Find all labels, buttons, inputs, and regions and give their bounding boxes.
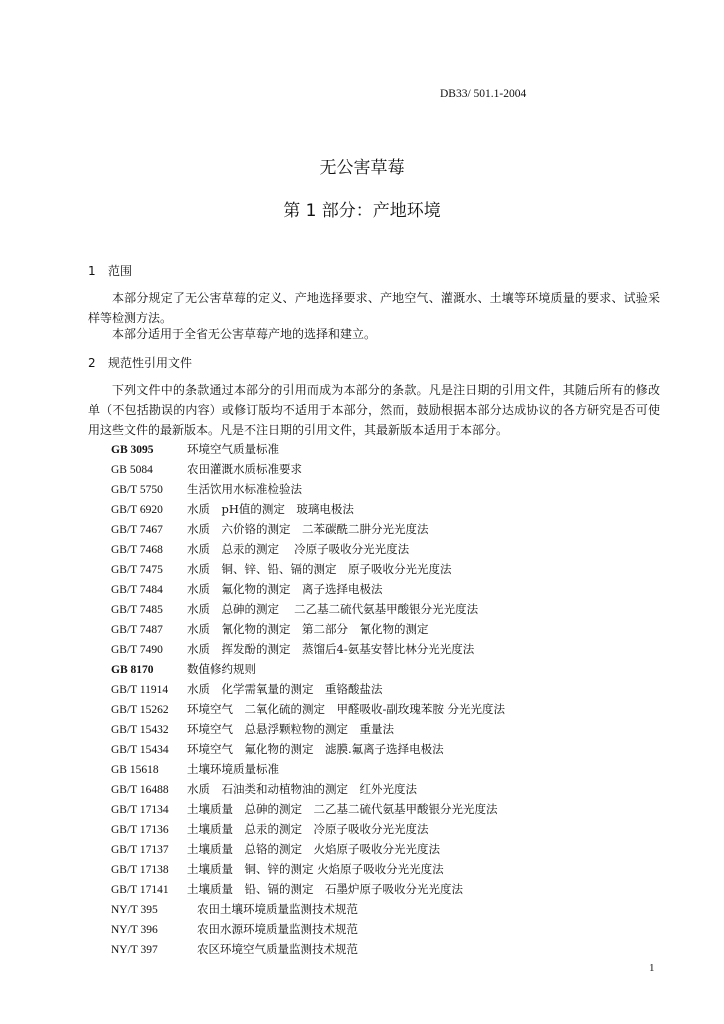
reference-code: GB/T 11914 <box>111 684 169 696</box>
reference-title: 水质 pH值的测定 玻璃电极法 <box>187 502 354 516</box>
reference-title: 水质 氟化物的测定 离子选择电极法 <box>187 582 383 596</box>
reference-title: 环境空气质量标准 <box>187 442 279 456</box>
reference-code: NY/T 397 <box>111 944 158 956</box>
section-number: 1 <box>88 264 96 278</box>
reference-title: 农田土壤环境质量监测技术规范 <box>197 902 358 916</box>
reference-code: GB/T 16488 <box>111 784 169 796</box>
reference-title: 农田水源环境质量监测技术规范 <box>197 922 358 936</box>
reference-item <box>111 839 440 859</box>
reference-title: 土壤质量 铜、锌的测定 火焰原子吸收分光光度法 <box>187 862 444 876</box>
reference-code: GB/T 15432 <box>111 724 169 736</box>
reference-item <box>111 699 505 719</box>
reference-code: GB/T 7475 <box>111 564 163 576</box>
reference-title: 水质 铜、锌、铅、镉的测定 原子吸收分光光度法 <box>187 562 452 576</box>
reference-item <box>111 619 429 639</box>
reference-code: GB/T 6920 <box>111 504 163 516</box>
scope-applicability-paragraph: 本部分适用于全省无公害草莓产地的选择和建立。 <box>112 327 377 341</box>
reference-item <box>111 799 498 819</box>
document-title: 无公害草莓 <box>319 158 405 178</box>
reference-item <box>111 639 474 659</box>
reference-title: 水质 氰化物的测定 第二部分 氰化物的测定 <box>187 622 429 636</box>
section-number: 2 <box>88 356 96 370</box>
reference-item <box>111 599 478 619</box>
document-code: DB33/ 501.1-2004 <box>440 88 527 100</box>
reference-item <box>111 539 409 559</box>
reference-item <box>111 819 429 839</box>
reference-code: GB/T 17138 <box>111 864 169 876</box>
reference-item <box>111 719 394 739</box>
reference-item <box>111 559 452 579</box>
reference-title: 环境空气 氟化物的测定 滤膜.氟离子选择电极法 <box>187 742 444 756</box>
reference-code: NY/T 395 <box>111 904 158 916</box>
reference-code: GB/T 17134 <box>111 804 169 816</box>
section-heading-scope <box>88 262 132 279</box>
reference-item <box>111 919 358 939</box>
reference-item <box>111 479 302 499</box>
reference-title: 水质 总汞的测定 冷原子吸收分光光度法 <box>187 542 410 556</box>
reference-code: GB/T 7468 <box>111 544 163 556</box>
reference-code: GB/T 15434 <box>111 744 169 756</box>
reference-item <box>111 439 279 459</box>
reference-title: 农区环境空气质量监测技术规范 <box>197 942 358 956</box>
reference-item <box>111 939 358 959</box>
reference-item <box>111 519 429 539</box>
scope-paragraph: 本部分规定了无公害草莓的定义、产地选择要求、产地空气、灌溉水、土壤等环境质量的要求、试验采样等检测方法。 <box>88 291 660 325</box>
section-title: 范围 <box>108 264 133 278</box>
reference-title: 水质 化学需氧量的测定 重铬酸盐法 <box>187 682 383 696</box>
reference-code: GB 15618 <box>111 764 159 776</box>
reference-title: 土壤环境质量标准 <box>187 762 279 776</box>
reference-item <box>111 659 256 679</box>
reference-title: 农田灌溉水质标准要求 <box>187 462 302 476</box>
reference-code: GB/T 7485 <box>111 604 163 616</box>
reference-code: GB/T 17141 <box>111 884 169 896</box>
reference-item <box>111 759 279 779</box>
reference-item <box>111 499 354 519</box>
reference-code: GB/T 7484 <box>111 584 163 596</box>
reference-title: 水质 总砷的测定 二乙基二硫代氨基甲酸银分光光度法 <box>187 602 479 616</box>
reference-item <box>111 459 302 479</box>
reference-code: GB 5084 <box>111 464 153 476</box>
document-subtitle: 第 1 部分：产地环境 <box>283 201 441 221</box>
reference-code: GB 3095 <box>111 444 154 456</box>
reference-item <box>111 679 383 699</box>
reference-title: 土壤质量 铅、镉的测定 石墨炉原子吸收分光光度法 <box>187 882 463 896</box>
reference-code: GB/T 7467 <box>111 524 163 536</box>
reference-code: GB/T 7487 <box>111 624 163 636</box>
reference-title: 水质 石油类和动植物油的测定 红外光度法 <box>187 782 417 796</box>
reference-item <box>111 779 417 799</box>
reference-code: GB/T 17137 <box>111 844 169 856</box>
page-number: 1 <box>649 962 655 974</box>
reference-title: 水质 挥发酚的测定 蒸馏后4-氨基安替比林分光光度法 <box>187 642 475 656</box>
reference-title: 土壤质量 总汞的测定 冷原子吸收分光光度法 <box>187 822 429 836</box>
reference-item <box>111 859 444 879</box>
reference-code: NY/T 396 <box>111 924 158 936</box>
reference-title: 土壤质量 总砷的测定 二乙基二硫代氨基甲酸银分光光度法 <box>187 802 498 816</box>
reference-code: GB 8170 <box>111 664 154 676</box>
reference-title: 水质 六价铬的测定 二苯碳酰二肼分光光度法 <box>187 522 429 536</box>
reference-title: 土壤质量 总铬的测定 火焰原子吸收分光光度法 <box>187 842 440 856</box>
reference-title: 生活饮用水标准检验法 <box>187 482 302 496</box>
reference-item <box>111 879 463 899</box>
reference-item <box>111 579 383 599</box>
reference-code: GB/T 15262 <box>111 704 169 716</box>
reference-title: 数值修约规则 <box>187 662 256 676</box>
section-heading-normative-references <box>88 354 192 371</box>
references-intro-paragraph: 下列文件中的条款通过本部分的引用而成为本部分的条款。凡是注日期的引用文件，其随后所有的修改单（不包括勘误的内容）或修订版均不适用于本部分，然而，鼓励根据本部分达成协议的各方研究是否可使用这些文件的最新版本。凡是不注日期的引用文件，其最新版本适用于本部分。 <box>88 383 660 437</box>
reference-title: 环境空气 总悬浮颗粒物的测定 重量法 <box>187 722 394 736</box>
reference-item <box>111 899 358 919</box>
reference-item <box>111 739 444 759</box>
section-title: 规范性引用文件 <box>108 356 193 370</box>
reference-code: GB/T 7490 <box>111 644 163 656</box>
reference-code: GB/T 5750 <box>111 484 163 496</box>
reference-title: 环境空气 二氧化硫的测定 甲醛吸收-副玫瑰苯胺 分光光度法 <box>187 702 506 716</box>
reference-code: GB/T 17136 <box>111 824 169 836</box>
